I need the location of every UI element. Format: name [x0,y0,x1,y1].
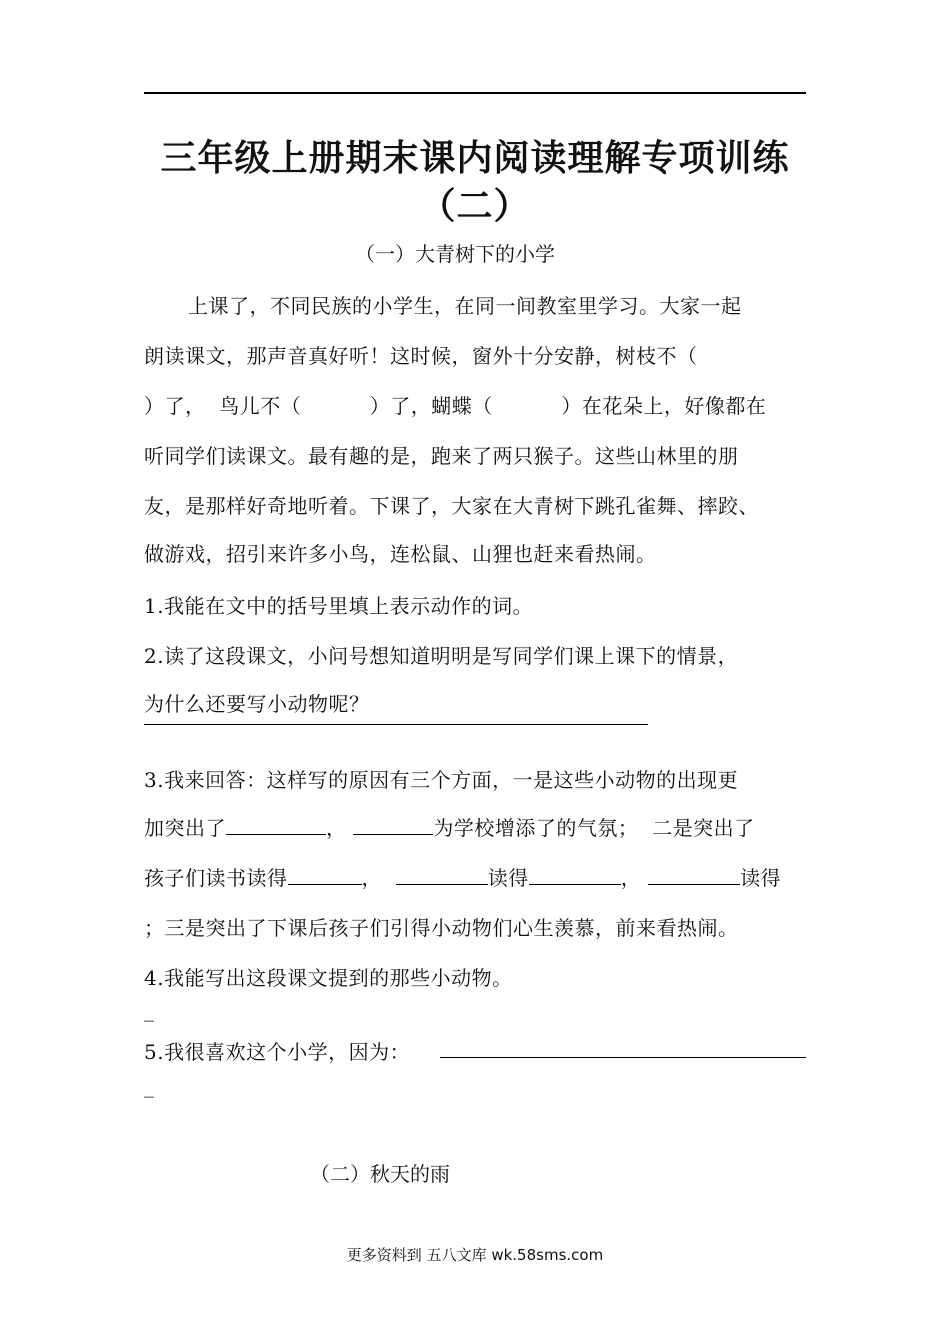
question-1: 1.我能在文中的括号里填上表示动作的词。 [144,594,534,618]
answer-dash-q5[interactable]: _ [144,1074,155,1098]
fill-blank[interactable] [648,864,740,885]
page-title: 三年级上册期末课内阅读理解专项训练 [160,138,790,179]
fill-blank[interactable] [226,814,326,835]
fill-blank[interactable] [396,864,488,885]
question-3-line3: 孩子们读书读得 ， 读得 ， 读得 [144,866,782,890]
passage-line: 上课了，不同民族的小学生，在同一间教室里学习。大家一起 [188,294,742,318]
section1-heading: （一）大青树下的小学 [355,242,555,266]
passage-line: 朗读课文，那声音真好听！这时候，窗外十分安静，树枝不（ [144,344,698,368]
fill-blank[interactable] [288,864,362,885]
question-3: 3.我来回答：这样写的原因有三个方面，一是这些小动物的出现更 [144,768,739,792]
question-3-line4: ；三是突出了下课后孩子们引得小动物们心生羡慕，前来看热闹。 [144,916,739,940]
page-title-number: （二） [419,186,531,227]
passage-line: 做游戏，招引来许多小鸟，连松鼠、山狸也赶来看热闹。 [144,542,657,566]
question-4: 4.我能写出这段课文提到的那些小动物。 [144,966,513,990]
question-2: 2.读了这段课文，小问号想知道明明是写同学们课上课下的情景， [144,644,739,668]
header-rule [144,92,806,94]
answer-dash-q4[interactable]: _ [144,998,155,1022]
section2-heading: （二）秋天的雨 [310,1162,450,1186]
passage-line: ）了， 鸟儿不（ ）了，蝴蝶（ ）在花朵上，好像都在 [144,394,767,418]
passage-line: 友，是那样好奇地听着。下课了，大家在大青树下跳孔雀舞、摔跤、 [144,494,759,518]
question-2-continued: 为什么还要写小动物呢？ [144,692,370,716]
footer-watermark: 更多资料到 五八文库 wk.58sms.com [346,1246,604,1264]
answer-line-q5[interactable] [440,1057,806,1058]
passage-line: 听同学们读课文。最有趣的是，跑来了两只猴子。这些山林里的朋 [144,444,739,468]
question-5: 5.我很喜欢这个小学，因为： [144,1040,411,1064]
fill-blank[interactable] [353,814,433,835]
question-3-line2: 加突出了 ， 为学校增添了的气氛； 二是突出了 [144,816,755,840]
answer-line-q2[interactable] [144,724,648,725]
fill-blank[interactable] [529,864,621,885]
